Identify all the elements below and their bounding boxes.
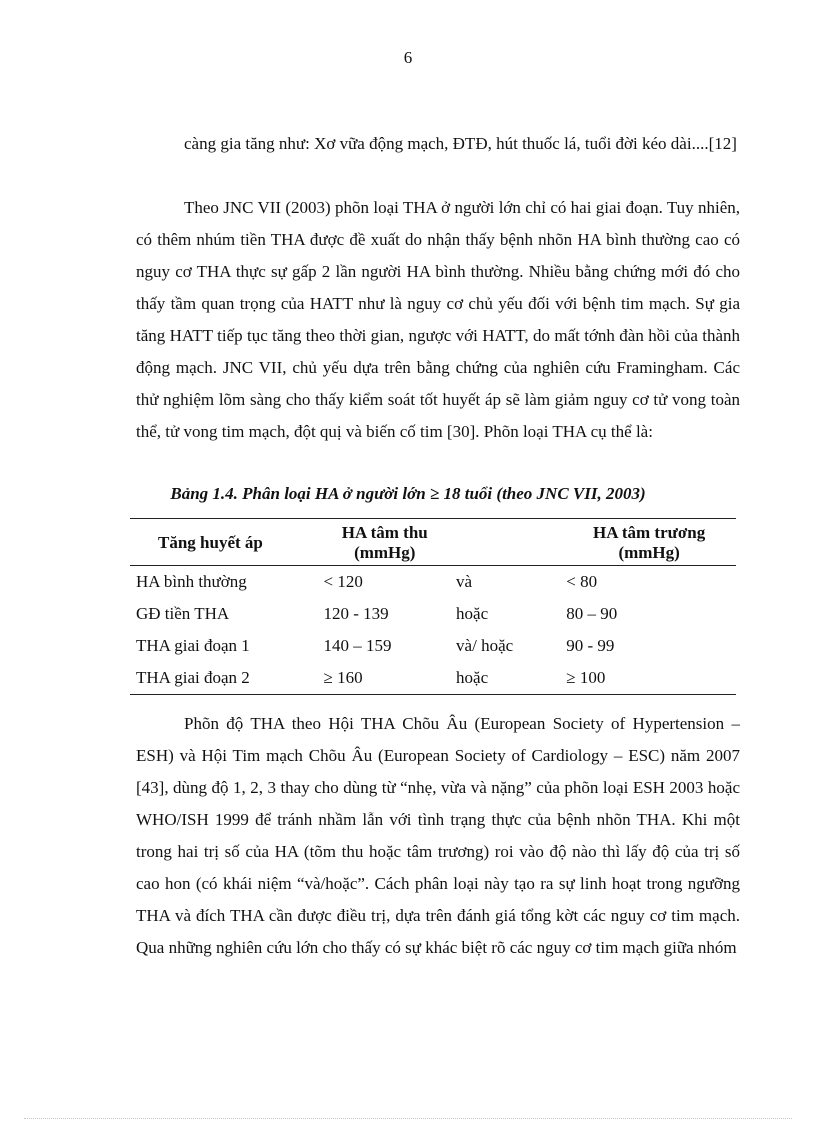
row-diastolic: < 80 (566, 572, 598, 591)
page-bottom-divider (24, 1118, 792, 1119)
table-row (130, 630, 736, 662)
paragraph-intro-text: càng gia tăng như: Xơ vữa động mạch, ĐTĐ, hút thuốc lá, tuổi đời kéo dài....[12] (184, 134, 737, 153)
table-caption: Bảng 1.4. Phân loại HA ở người lớn ≥ 18 tuổi (theo JNC VII, 2003) (170, 484, 646, 503)
table-row (130, 566, 736, 599)
paragraph-esh-text: Phõn độ THA theo Hội THA Chõu Âu (European Society of Hypertension – ESH) và Hội Tim mạch Chõu Âu (European Society of Cardiology – ESC) năm 2007 [43], dùng độ 1, 2, 3 thay cho dùng từ “nhẹ, vừa và nặng” của phõn loại ESH 2003 hoặc WHO/ISH 1999 để tránh nhầm lẫn với tình trạng thực của bệnh nhõn THA. Khi một trong hai trị số của HA (tõm thu hoặc tâm trương) roi vào độ nào thì lấy độ của trị số cao hon (có khái niệm “và/hoặc”. Cách phân loại này tạo ra sự linh hoạt trong ngưỡng THA và đích THA cần được điều trị, dựa trên đánh giá tổng kờt các nguy cơ tim mạch. Qua những nghiên cứu lớn cho thấy có sự khác biệt rõ các nguy cơ tim mạch giữa nhóm (136, 714, 740, 957)
header-connector (456, 519, 562, 566)
row-category: THA giai đoạn 2 (136, 668, 250, 687)
header-diastolic (562, 519, 736, 566)
row-systolic: 120 - 139 (323, 604, 389, 623)
row-connector: và/ hoặc (456, 636, 514, 655)
paragraph-jnc-classification (136, 192, 740, 448)
header-diastolic-unit: (mmHg) (618, 543, 680, 562)
row-category: GĐ tiền THA (136, 604, 230, 623)
header-diastolic-title: HA tâm trương (593, 523, 706, 542)
row-category: THA giai đoạn 1 (136, 636, 250, 655)
header-category: Tăng huyết áp (158, 533, 263, 552)
table-header-row (130, 519, 736, 566)
header-systolic (313, 519, 456, 566)
bp-classification-table (130, 518, 736, 695)
paragraph-esh-classification (136, 708, 740, 964)
table-row (130, 598, 736, 630)
row-connector: hoặc (456, 604, 489, 623)
paragraph-jnc-text: Theo JNC VII (2003) phõn loại THA ở người lớn chỉ có hai giai đoạn. Tuy nhiên, có thêm nhúm tiền THA được đề xuất do nhận thấy bệnh nhõn HA bình thường cao có nguy cơ THA thực sự gấp 2 lần người HA bình thường. Nhiều bằng chứng mới đó cho thấy tầm quan trọng của HATT như là nguy cơ chủ yếu đối với bệnh tim mạch. Sự gia tăng HATT tiếp tục tăng theo thời gian, ngược với HATT, do mất tớnh đàn hồi của thành động mạch. JNC VII, chủ yếu dựa trên bằng chứng của nghiên cứu Framingham. Các thử nghiệm lõm sàng cho thấy kiểm soát tốt huyết áp sẽ làm giảm nguy cơ tử vong toàn thể, tử vong tim mạch, đột quị và biến cố tim [30]. Phõn loại THA cụ thể là: (136, 198, 740, 441)
paragraph-intro (136, 128, 740, 160)
row-diastolic: 80 – 90 (566, 604, 618, 623)
row-systolic: ≥ 160 (323, 668, 363, 687)
page-number: 6 (403, 48, 413, 67)
header-systolic-title: HA tâm thu (341, 523, 428, 542)
row-category: HA bình thường (136, 572, 247, 591)
header-systolic-unit: (mmHg) (354, 543, 416, 562)
row-systolic: < 120 (323, 572, 363, 591)
row-connector: hoặc (456, 668, 489, 687)
row-connector: và (456, 572, 473, 591)
table-row (130, 662, 736, 695)
row-diastolic: ≥ 100 (566, 668, 606, 687)
row-systolic: 140 – 159 (323, 636, 392, 655)
row-diastolic: 90 - 99 (566, 636, 615, 655)
